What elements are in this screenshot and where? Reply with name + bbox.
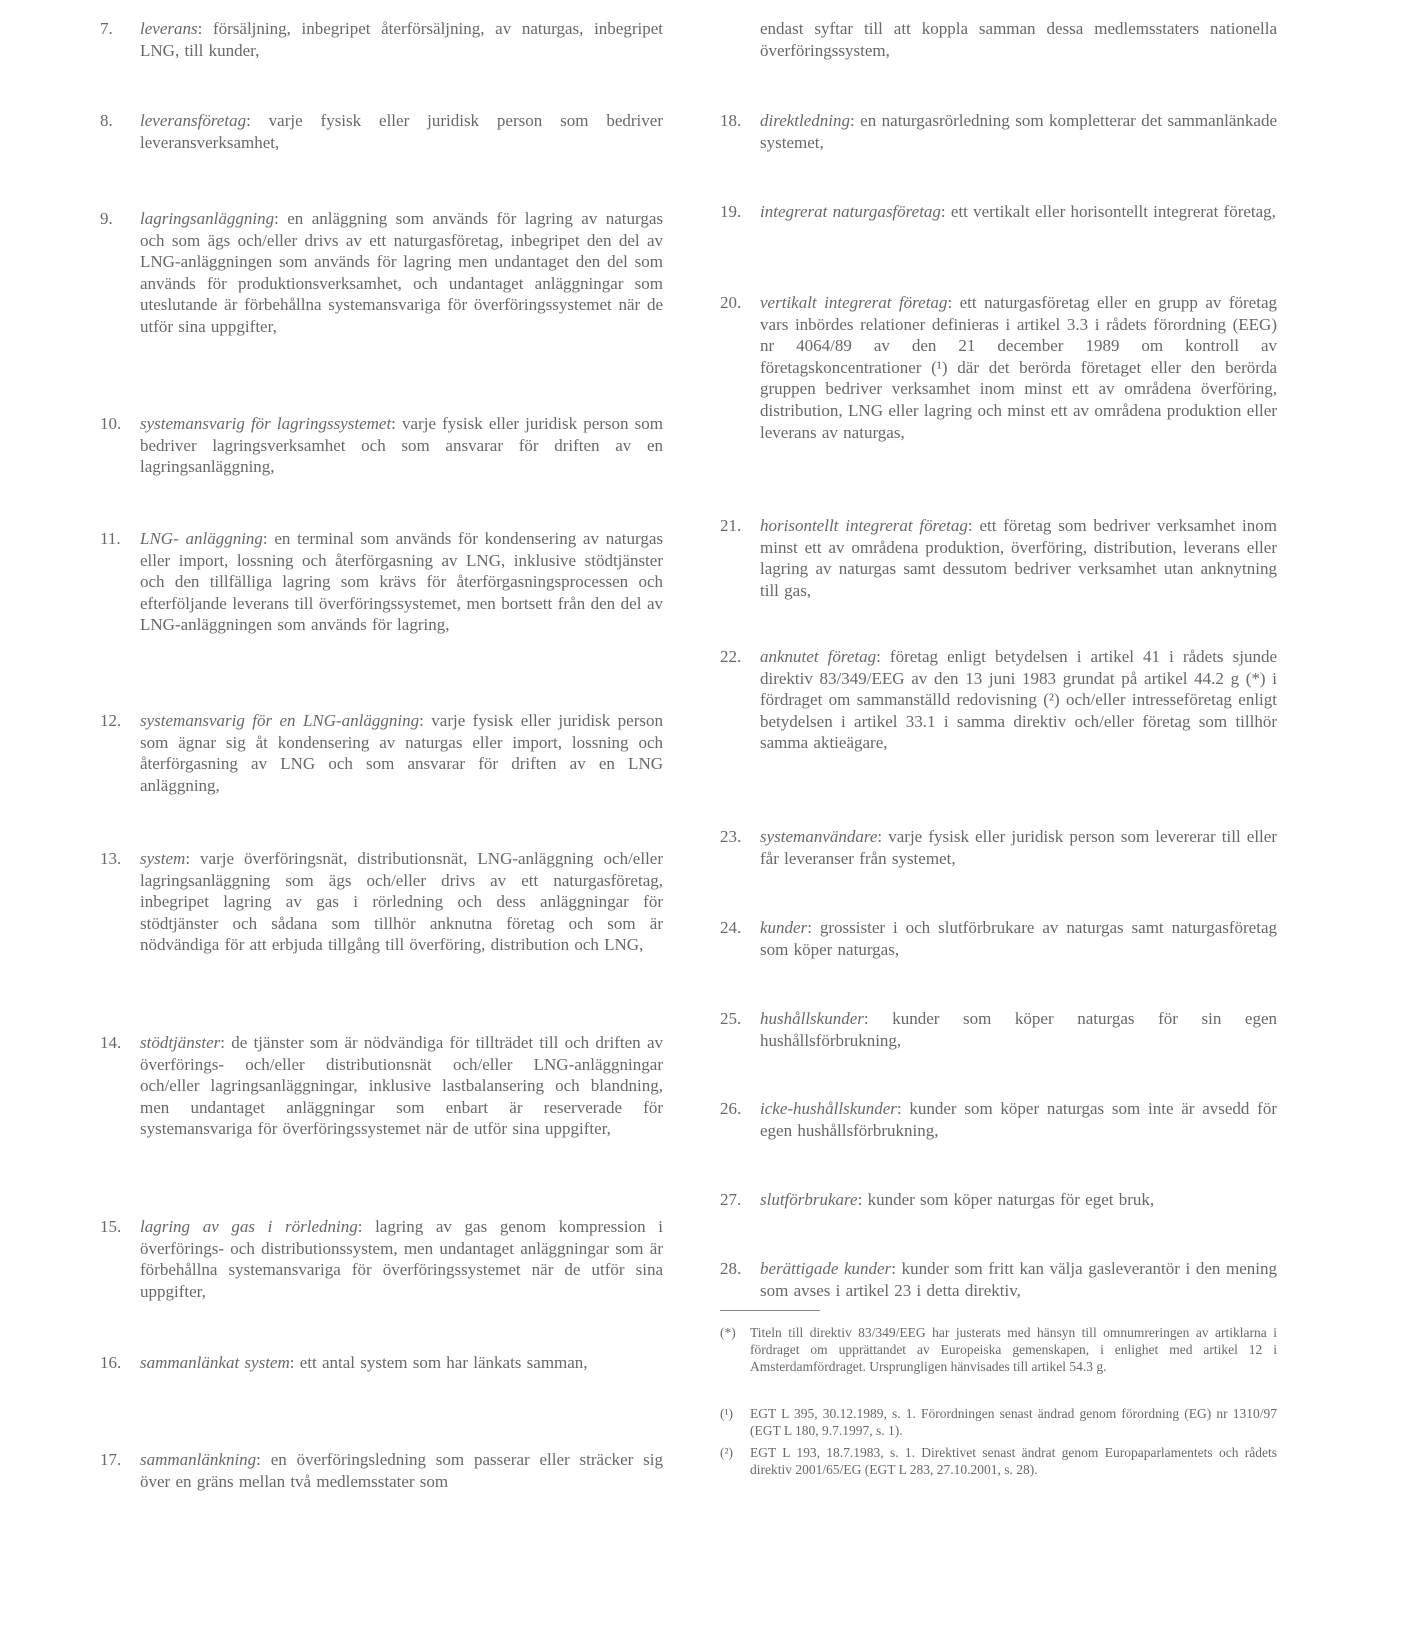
- defined-term: anknutet företag: [760, 647, 877, 666]
- definition-item-23: [720, 826, 1277, 869]
- item-number: 28.: [720, 1259, 742, 1278]
- definition-item-16: [100, 1352, 663, 1374]
- definition-text: : ett företag som bedriver verksamhet inom minst ett av områdena produktion, överföring, distribution, leverans eller lagring av naturgas samt dessutom bedriver verksamhet utan anknytning till gas,: [760, 516, 1277, 600]
- footnote: [720, 1405, 1277, 1439]
- definition-item-28: [720, 1258, 1277, 1301]
- definition-text: : en terminal som används för kondensering av naturgas eller import, lossning och återförgasning av LNG, inklusive stödtjänster och den tillfälliga lagring som krävs för återförgasningsprocessen och efterföljande leverans till överföringssystemet, men bortsett från den del av LNG-anläggningen som används för lagring,: [140, 529, 663, 635]
- footnote: [720, 1444, 1277, 1478]
- definition-item-9: [100, 208, 663, 338]
- definition-item-21: [720, 515, 1277, 601]
- definition-text: : varje fysisk eller juridisk person som ägnar sig åt kondensering av naturgas eller import, lossning och återförgasning av LNG och som ansvarar för driften av en LNG anläggning,: [140, 711, 664, 795]
- item-number: 16.: [100, 1353, 122, 1372]
- defined-term: slutförbrukare: [760, 1190, 858, 1209]
- footnote-mark: (*): [720, 1325, 736, 1340]
- footnote-text: Titeln till direktiv 83/349/EEG har justerats med hänsyn till omnumreringen av artiklarna i fördraget om upprättandet av Europeiska gemenskapen, i enlighet med artikel 12 i Amsterdamfördraget. Ursprungligen hänvisades till artikel 54.3 g.: [750, 1325, 1277, 1374]
- definition-text: : kunder som köper naturgas för eget bruk,: [857, 1190, 1155, 1209]
- definition-text: : en överföringsledning som passerar eller sträcker sig över en gräns mellan två medlemsstater som: [140, 1450, 663, 1491]
- item-number: 15.: [100, 1217, 122, 1236]
- footnote: [720, 1324, 1277, 1375]
- definition-text: : försäljning, inbegripet återförsäljning, av naturgas, inbegripet LNG, till kunder,: [140, 19, 663, 60]
- item-number: 20.: [720, 293, 742, 312]
- defined-term: system: [140, 849, 186, 868]
- defined-term: integrerat naturgasföretag: [760, 202, 941, 221]
- definition-text: : ett antal system som har länkats samman,: [289, 1353, 588, 1372]
- defined-term: berättigade kunder: [760, 1259, 892, 1278]
- item-number: 22.: [720, 647, 742, 666]
- definition-text: : grossister i och slutförbrukare av naturgas samt naturgasföretag som köper naturgas,: [760, 918, 1277, 959]
- definition-text: : lagring av gas genom kompression i överförings- och distributionssystem, men undantaget anläggningar som är förbehållna systemansvariga för överföringssystemet när de utför sina uppgifter,: [140, 1217, 663, 1301]
- item-number: 10.: [100, 414, 122, 433]
- footnote-text: EGT L 193, 18.7.1983, s. 1. Direktivet senast ändrat genom Europaparlamentets och rådets direktiv 2001/65/EG (EGT L 283, 27.10.2001, s. 28).: [750, 1445, 1277, 1477]
- continued-paragraph: endast syftar till att koppla samman dessa medlemsstaters nationella överföringssystem,: [760, 19, 1277, 60]
- definition-text: : kunder som köper naturgas för sin egen hushållsförbrukning,: [760, 1009, 1277, 1050]
- defined-term: direktledning: [760, 111, 851, 130]
- item-number: 23.: [720, 827, 742, 846]
- item-number: 17.: [100, 1450, 122, 1469]
- definition-text: : kunder som fritt kan välja gasleverantör i den mening som avses i artikel 23 i detta direktiv,: [760, 1259, 1277, 1300]
- definition-item-10: [100, 413, 663, 478]
- footnote-mark: (²): [720, 1445, 734, 1460]
- definition-item-20: [720, 292, 1277, 443]
- defined-term: systemansvarig för lagringssystemet: [140, 414, 392, 433]
- item-number: 25.: [720, 1009, 742, 1028]
- definition-item-15: [100, 1216, 663, 1302]
- definition-item-7: [100, 18, 663, 61]
- definition-item-22: [720, 646, 1277, 754]
- definition-item-13: [100, 848, 663, 956]
- defined-term: hushållskunder: [760, 1009, 864, 1028]
- definition-text: : varje fysisk eller juridisk person som bedriver leveransverksamhet,: [140, 111, 663, 152]
- defined-term: lagringsanläggning: [140, 209, 275, 228]
- defined-term: vertikalt integrerat företag: [760, 293, 948, 312]
- definition-item-8: [100, 110, 663, 153]
- definition-item-24: [720, 917, 1277, 960]
- item-number: 13.: [100, 849, 122, 868]
- defined-term: systemanvändare: [760, 827, 878, 846]
- defined-term: kunder: [760, 918, 808, 937]
- footnote-separator: [720, 1310, 820, 1311]
- defined-term: sammanlänkat system: [140, 1353, 290, 1372]
- item-number: 8.: [100, 111, 113, 130]
- definition-text: : varje överföringsnät, distributionsnät, LNG-anläggning och/eller lagringsanläggning som ägs och/eller drivs av ett naturgasföretag, inbegripet lagring av gas i rörledning och dess anläggningar för stödtjänster och sådana som tillhör anknutna företag och som är nödvändiga för att erbjuda tillgång till överföring, distribution och LNG,: [140, 849, 663, 955]
- item-number: 21.: [720, 516, 742, 535]
- defined-term: stödtjänster: [140, 1033, 221, 1052]
- item-number: 14.: [100, 1033, 122, 1052]
- defined-term: sammanlänkning: [140, 1450, 257, 1469]
- definition-item-17: [100, 1449, 663, 1492]
- definition-text: : varje fysisk eller juridisk person som levererar till eller får leveranser från systemet,: [760, 827, 1277, 868]
- definition-text: : ett vertikalt eller horisontellt integrerat företag,: [940, 202, 1276, 221]
- item-number: 19.: [720, 202, 742, 221]
- defined-term: icke-hushållskunder: [760, 1099, 897, 1118]
- item-number: 12.: [100, 711, 122, 730]
- defined-term: leverans: [140, 19, 198, 38]
- definition-item-27: [720, 1189, 1277, 1211]
- item-number: 7.: [100, 19, 113, 38]
- item-number: 18.: [720, 111, 742, 130]
- definition-text: : en anläggning som används för lagring av naturgas och som ägs och/eller drivs av ett naturgasföretag, inbegripet den del av LNG-anläggningen som används för lagring men undantaget den del som används för produktionsverksamhet, och undantaget anläggningar som uteslutande är förbehållna systemansvariga för överföringssystemet när de utför sina uppgifter,: [140, 209, 663, 336]
- defined-term: lagring av gas i rörledning: [140, 1217, 358, 1236]
- definition-text: : en naturgasrörledning som kompletterar det sammanlänkade systemet,: [760, 111, 1277, 152]
- item-number: 27.: [720, 1190, 742, 1209]
- footnote-text: EGT L 395, 30.12.1989, s. 1. Förordningen senast ändrad genom förordning (EG) nr 1310/97 (EGT L 180, 9.7.1997, s. 1).: [750, 1406, 1277, 1438]
- definition-text: : ett naturgasföretag eller en grupp av företag vars inbördes relationer definieras i artikel 3.3 i rådets förordning (EEG) nr 4064/89 av den 21 december 1989 om kontroll av företagskoncentrationer (¹) där det berörda företaget eller den berörda gruppen bedriver verksamhet inom minst ett av områdena överföring, distribution, LNG eller lagring och minst ett av områdena produktion eller leverans av naturgas,: [760, 293, 1277, 442]
- defined-term: leveransföretag: [140, 111, 247, 130]
- definition-text: : de tjänster som är nödvändiga för tillträdet till och driften av överförings- och/eller distributionsnät och/eller LNG-anläggningar och/eller lagringsanläggningar, inklusive lastbalansering och blandning, men undantaget anläggningar som enbart är reserverade för systemansvariga för överföringssystemet när de utför sina uppgifter,: [140, 1033, 663, 1139]
- definition-text: : företag enligt betydelsen i artikel 41 i rådets sjunde direktiv 83/349/EEG av den 13 juni 1983 grundat på artikel 44.2 g (*) i fördraget om sammanställd redovisning (²) och/eller intresseföretag enligt betydelsen i artikel 33.1 i samma direktiv och/eller företag som tillhör samma aktieägare,: [760, 647, 1277, 753]
- definition-item-12: [100, 710, 663, 796]
- item-number: 11.: [100, 529, 121, 548]
- item-number: 24.: [720, 918, 742, 937]
- definition-item-26: [720, 1098, 1277, 1141]
- defined-term: horisontellt integrerat företag: [760, 516, 968, 535]
- item-number: 9.: [100, 209, 113, 228]
- definition-text: : kunder som köper naturgas som inte är avsedd för egen hushållsförbrukning,: [760, 1099, 1277, 1140]
- defined-term: systemansvarig för en LNG-anläggning: [140, 711, 420, 730]
- definition-item-14: [100, 1032, 663, 1140]
- definition-item-19: [720, 201, 1277, 223]
- definition-item-25: [720, 1008, 1277, 1051]
- defined-term: LNG- anläggning: [140, 529, 263, 548]
- footnote-mark: (¹): [720, 1406, 734, 1421]
- definition-text: : varje fysisk eller juridisk person som bedriver lagringsverksamhet och som ansvarar för driften av en lagringsanläggning,: [140, 414, 663, 477]
- definition-item-11: [100, 528, 663, 636]
- item-number: 26.: [720, 1099, 742, 1118]
- definition-item-18: [720, 110, 1277, 153]
